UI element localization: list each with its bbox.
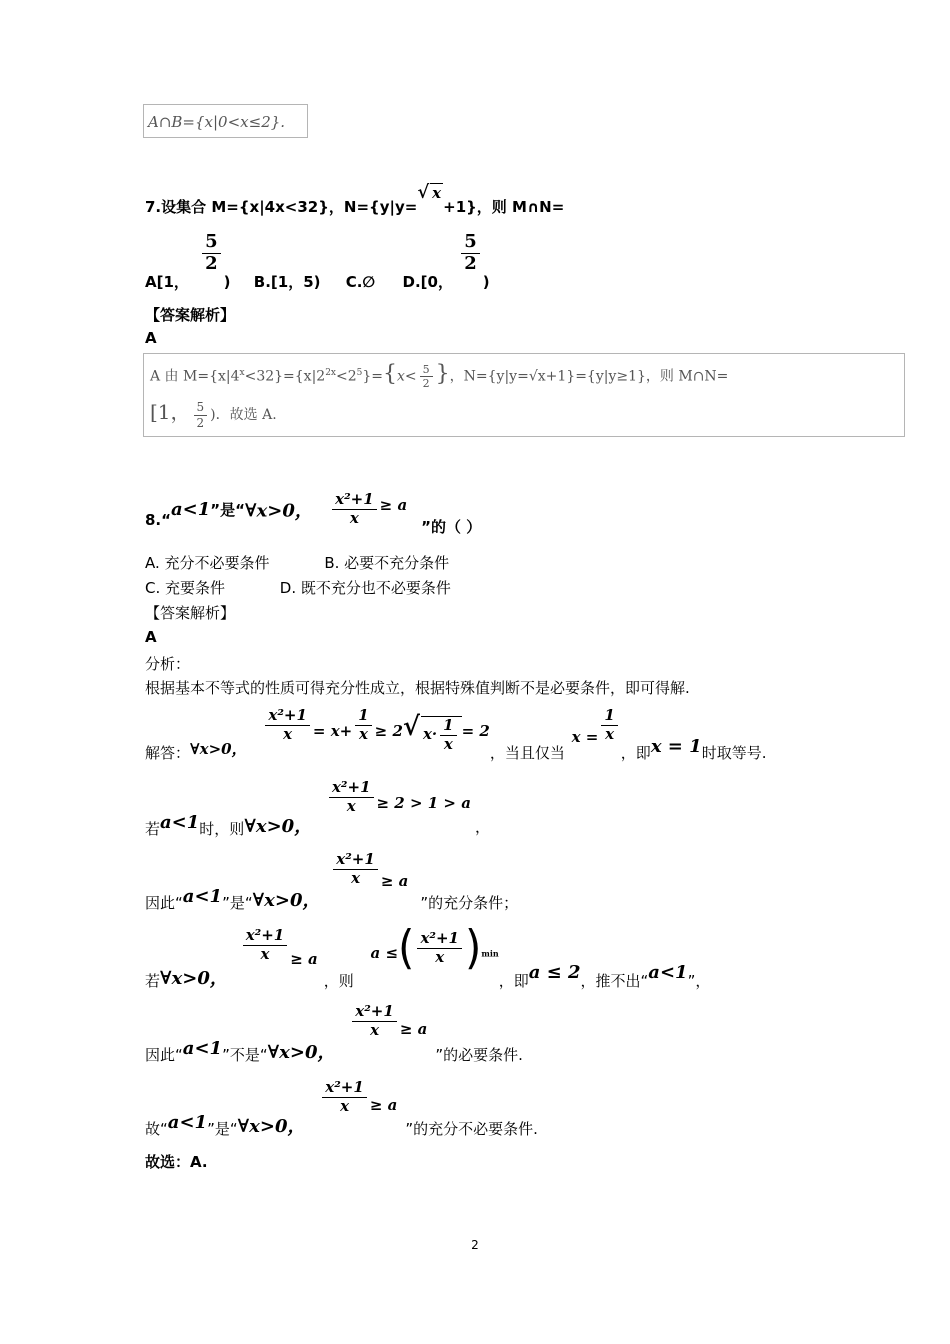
q8-solution-line: 解答：∀x>0， $\frac{\text{x²+1}}{x}$ = x+ $\frac{1}{x}$ ≥ 2√ x· $\frac{1}{x}$ = 2，当且仅当 x = $\frac{1}{x}$ ，即x = 1时取等号. [145,706,767,762]
q8-ruo2-frac-den: x [260,944,270,963]
q8-gu-frac-num: x²+1 [322,1080,367,1098]
q8-yinci2: 因此“ [145,1046,183,1064]
q8-sol-eq1: = x+ [312,722,353,740]
q7-opt-b: B.[1，5) [253,273,321,291]
q7-sqrt-x: x [432,184,442,202]
q8-answer: A [145,628,157,646]
q8-sol-x-eq: x = [571,728,599,746]
q8-prefix: 8.“ [145,510,171,529]
q7-box-conclusion: )．故选 A. [210,407,277,423]
q7-options [145,233,490,292]
q8-line-if-forall: 若∀x>0， $\frac{\text{x²+1}}{x}$ ≥ a，则 a ≤( $\frac{\text{x²+1}}{x}$ )$_{min}$，即a ≤ 2，推不出“a<1”， [145,920,711,990]
q7-answer-header: 【答案解析】 [145,306,236,324]
q7-suffix: +1}，则 M∩N= [443,198,565,216]
q7-box-x-cond: x< [397,368,417,385]
q8-a-le-2: a ≤ 2 [528,962,581,983]
q8-options-row1 [145,552,449,573]
q8-sol-eq2: = 2 [461,722,490,740]
q8-nec-frac-num: x²+1 [352,1004,397,1022]
q7-box-text-a: A 由 M={x|4 [150,368,240,385]
q8-sol-eqsign: 时取等号. [701,744,767,762]
q7-opt-d-frac [461,233,480,274]
q8-sol-one-over-x [355,708,371,743]
q7-box-interval-num: 5 [194,401,208,416]
q8-ruo1-forall: ∀x>0， [244,816,313,837]
q8-min-frac-den: x [435,947,445,966]
q8-suff-frac-den: x [351,868,361,887]
intersection-result-text: A∩B={x|0<x≤2}. [148,113,286,131]
q8-line-conclusion [145,1080,538,1139]
q8-ruo2-frac [243,928,288,963]
q8-shi: 时，则 [199,820,245,838]
q8-sol-sqrt-x: x· [422,725,438,743]
q8-a-le: a ≤ [370,944,399,962]
q8-final-end: ”的充分不必要条件. [405,1120,538,1138]
q8-sol-sqrt-den: x [443,734,453,753]
q8-answer-header: 【答案解析】 [145,604,236,622]
q8-gu-ge-a: ≥ a [369,1096,398,1114]
q8-sol-x-num: 1 [601,708,617,726]
q8-sol-sqrt-num: 1 [440,718,456,736]
q8-opt-c: C. 充要条件 [145,579,226,597]
q7-box-interval-den: 2 [196,415,205,430]
q8-ruo1-frac-den: x [346,796,356,815]
q8-gu-frac-den: x [340,1096,350,1115]
q8-sol-one: 1 [355,708,371,726]
q7-box-den: 2 [422,377,430,391]
q8-gu: 故“ [145,1120,168,1138]
q8-gu-is: ”是“ [207,1120,238,1138]
q7-stem: 7.设集合 M={x|4x<32}，N={y|y=√ x+1}，则 M∩N= [145,182,565,216]
q8-sol-frac [265,708,310,743]
q8-yinci1: 因此“ [145,894,183,912]
q8-suff-ge-a: ≥ a [380,872,409,890]
q7-box-text-f: x+1}={y|y≥1}，则 M∩N= [537,368,729,385]
q8-sol-label: 解答： [145,744,191,762]
q8-suff-forall: ∀x>0， [252,890,321,911]
q8-sol-ji: ，即 [620,744,651,762]
q7-opt-a-den: 2 [205,252,218,274]
q8-ruo2: 若 [145,972,161,990]
q8-a-lt-1: a<1 [171,499,211,520]
intersection-result-box [143,104,308,138]
q8-ruo1-a: a<1 [160,812,200,833]
q7-box-num: 5 [420,364,433,378]
q8-suff-is: ”是“ [222,894,253,912]
q8-line-sufficient [145,852,518,913]
q8-tuibu-a: a<1 [648,962,688,983]
q8-min-label: min [481,948,499,959]
q8-sol-frac-num: x²+1 [265,708,310,726]
q7-box-sup2: 2x [325,368,337,378]
q8-ruo2-ge-a: ≥ a [290,950,318,968]
q8-end: ”的（ ） [421,518,482,536]
q8-chain: ≥ 2 > 1 > a [376,794,471,812]
q7-opt-a-left: A[1， [145,273,189,291]
q7-solution-line2 [150,392,898,432]
q8-min-frac [417,928,462,966]
q8-ze: ，则 [323,972,354,990]
q8-bushi: ”不是“ [222,1046,268,1064]
q8-choose: 故选：A. [145,1153,208,1171]
q8-ge-a: ≥ a [379,496,408,514]
q7-box-sup3: 5 [356,368,363,378]
q8-gu-frac [322,1080,367,1115]
q8-nec-end: ”的必要条件. [435,1046,523,1064]
q8-tuibu: ，推不出“ [580,972,649,990]
q8-frac-den: x [349,509,359,527]
q8-gu-a: a<1 [167,1112,208,1133]
q8-ruo2-ji: ，即 [498,972,529,990]
q7-opt-c: C.∅ [345,273,376,291]
q8-nec-a: a<1 [182,1038,223,1059]
q8-opt-a: A. 充分不必要条件 [145,554,270,572]
q8-nec-forall: ∀x>0， [267,1042,336,1063]
q8-line-not-necessary [145,1004,523,1065]
q8-suff-a: a<1 [182,886,223,907]
q8-sol-x-den: x [605,724,615,743]
q7-box-text-e: ，N={y|y= [449,368,529,385]
q8-ruo1: 若 [145,820,161,838]
q7-box-text-c: <2 [336,368,357,385]
q7-box-text-b: <32}={x|2 [244,368,326,385]
q8-sol-ge: ≥ 2 [374,722,403,740]
q7-box-text-d: }= [362,368,384,385]
q8-min-frac-num: x²+1 [417,931,462,949]
q8-gu-forall: ∀x>0， [237,1116,306,1137]
q7-opt-d-den: 2 [464,252,477,274]
q7-opt-a-num: 5 [202,233,221,254]
q8-sol-sqrt [421,716,462,752]
q8-nec-frac [352,1004,397,1039]
q7-answer: A [145,329,157,347]
q8-tuibu-end: ”， [687,972,711,990]
q8-ruo2-frac-num: x²+1 [243,928,288,946]
q7-opt-d-right: ) [482,273,490,291]
q8-fraction [332,492,377,527]
q7-opt-a-right: ) [223,273,231,291]
q8-opt-b: B. 必要不充分条件 [324,554,450,572]
q8-sol-x1: x = 1 [650,736,702,757]
q8-is: ”是“ [210,501,245,519]
q8-analysis-label: 分析： [145,655,191,673]
q8-sol-when: ，当且仅当 [489,744,565,762]
q7-opt-d-left: D.[0， [402,273,453,291]
q7-opt-d-num: 5 [461,233,480,254]
q8-nec-frac-den: x [370,1020,380,1039]
q7-solution-box [143,353,905,437]
q8-sol-frac-den: x [283,724,293,743]
q8-ruo1-frac [329,780,374,815]
q7-box-sup1: x [239,368,245,378]
q8-suff-frac [333,852,378,887]
q8-options-row2 [145,577,451,598]
q8-nec-ge-a: ≥ a [399,1020,428,1038]
q7-opt-a-frac [202,233,221,274]
q8-sol-one-den: x [358,724,368,743]
q8-ruo1-frac-num: x²+1 [329,780,374,798]
q8-line-if-a-lt-1 [145,780,490,839]
q8-opt-d: D. 既不充分也不必要条件 [279,579,451,597]
q7-solution-line1: A 由 $M=\{x|4^x<32\}=\{x|2^{2x}<2^5\}=\{x<$ $\frac{5}{2}$ }，N={y|y=√x+1}={y|y≥1}，则 M∩N= [150,361,729,391]
q7-box-interval-left: [1， [150,400,191,424]
q8-ruo2-forall: ∀x>0， [160,968,228,989]
q8-sol-forall: ∀x>0， [190,740,247,758]
q8-sol-x-frac [601,708,617,743]
q8-ruo1-comma: ， [474,818,490,836]
q8-frac-num: x²+1 [332,492,377,510]
q8-stem [145,482,481,537]
q8-suff-end: ”的充分条件； [420,894,519,912]
q8-forall: ∀x>0， [245,500,313,522]
page-number: 2 [471,1238,479,1252]
q8-suff-frac-num: x²+1 [333,852,378,870]
q8-analysis-text: 根据基本不等式的性质可得充分性成立，根据特殊值判断不是必要条件，即可得解. [145,679,690,697]
q7-prefix: 7.设集合 M={x|4x<32}，N={y|y= [145,198,418,216]
